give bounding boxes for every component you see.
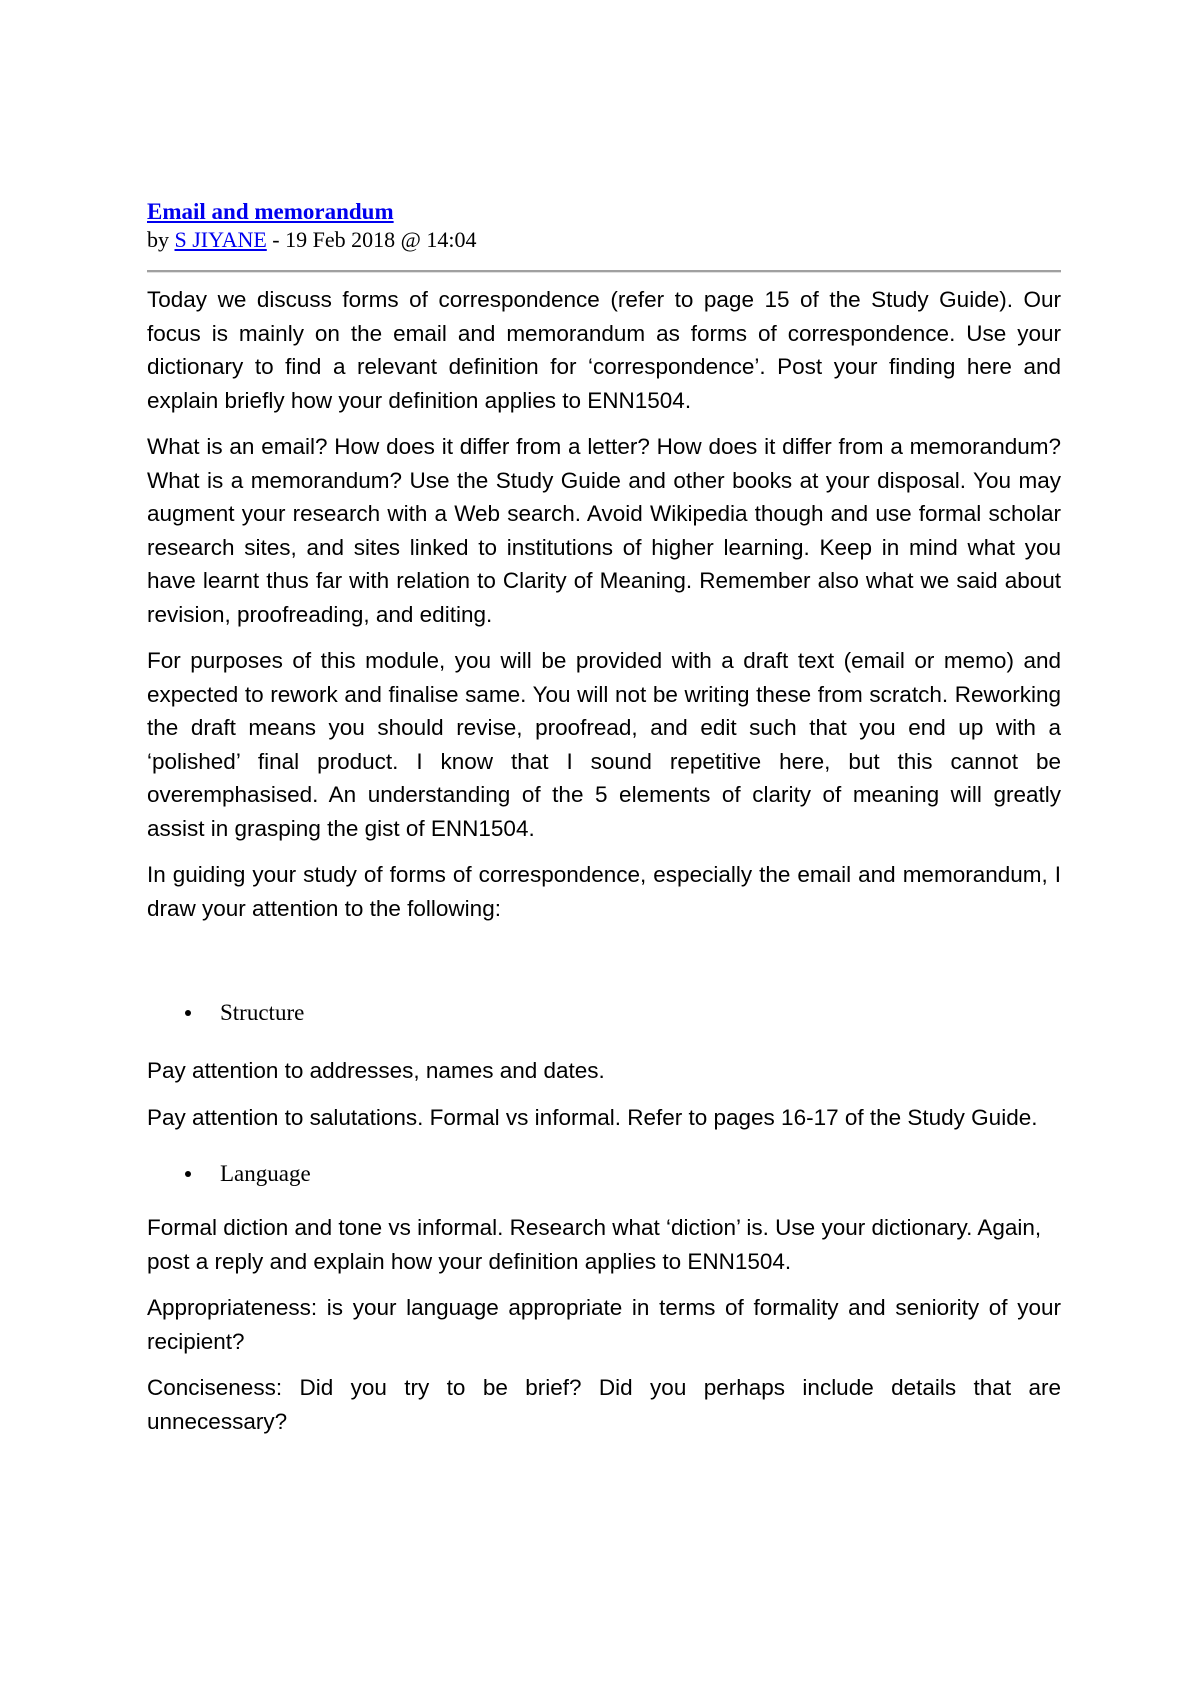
bullet-label: Structure [220,1000,305,1025]
paragraph-guidance: In guiding your study of forms of correspondence, especially the email and memorandum, I draw your attention to the following: [147,862,1061,921]
divider [147,270,1061,273]
paragraph-salutations: Pay attention to salutations. Formal vs informal. Refer to pages 16-17 of the Study Guide. [147,1104,1038,1130]
byline-prefix: by [147,227,175,252]
bullet-language [147,1159,1061,1189]
post-date: - 19 Feb 2018 @ 14:04 [266,227,477,252]
bullet-structure [147,998,1061,1028]
paragraph-diction: Formal diction and tone vs informal. Research what ‘diction’ is. Use your dictionary. Again, post a reply and explain how your definition applies to ENN1504. [147,1215,1042,1274]
paragraph-questions: What is an email? How does it differ from a letter? How does it differ from a memorandum? What is a memorandum? Use the Study Guide and other books at your disposal. You may augment your research with a Web search. Avoid Wikipedia though and use formal scholar research sites, and sites linked to institutions of higher learning. Keep in mind what you have learnt thus far with relation to Clarity of Meaning. Remember also what we said about revision, proofreading, and editing. [147,434,1061,627]
spacer [147,938,1061,998]
byline [147,226,1061,254]
post-content [147,198,1061,1451]
paragraph-conciseness: Conciseness: Did you try to be brief? Did you perhaps include details that are unnecessary? [147,1375,1061,1434]
bullet-dot-icon [185,1171,191,1177]
spacer [147,1028,1061,1054]
bullet-dot-icon [185,1010,191,1016]
post-title-link[interactable]: Email and memorandum [147,199,394,224]
paragraph-appropriateness: Appropriateness: is your language appropriate in terms of formality and seniority of your recipient? [147,1295,1061,1354]
spacer [147,1147,1061,1159]
paragraph-module-purpose: For purposes of this module, you will be provided with a draft text (email or memo) and expected to rework and finalise same. You will not be writing these from scratch. Reworking the draft means you should revise, proofread, and edit such that you end up with a ‘polished’ final product. I know that I sound repetitive here, but this cannot be overemphasised. An understanding of the 5 elements of clarity of meaning will greatly assist in grasping the gist of ENN1504. [147,648,1061,841]
paragraph-intro: Today we discuss forms of correspondence (refer to page 15 of the Study Guide). Our focus is mainly on the email and memorandum as forms of correspondence. Use your dictionary to find a relevant definition for ‘correspondence’. Post your finding here and explain briefly how your definition applies to ENN1504. [147,287,1061,413]
author-link[interactable]: S JIYANE [174,227,267,252]
bullet-label: Language [220,1161,311,1186]
spacer [147,1189,1061,1211]
paragraph-addresses: Pay attention to addresses, names and dates. [147,1058,605,1083]
